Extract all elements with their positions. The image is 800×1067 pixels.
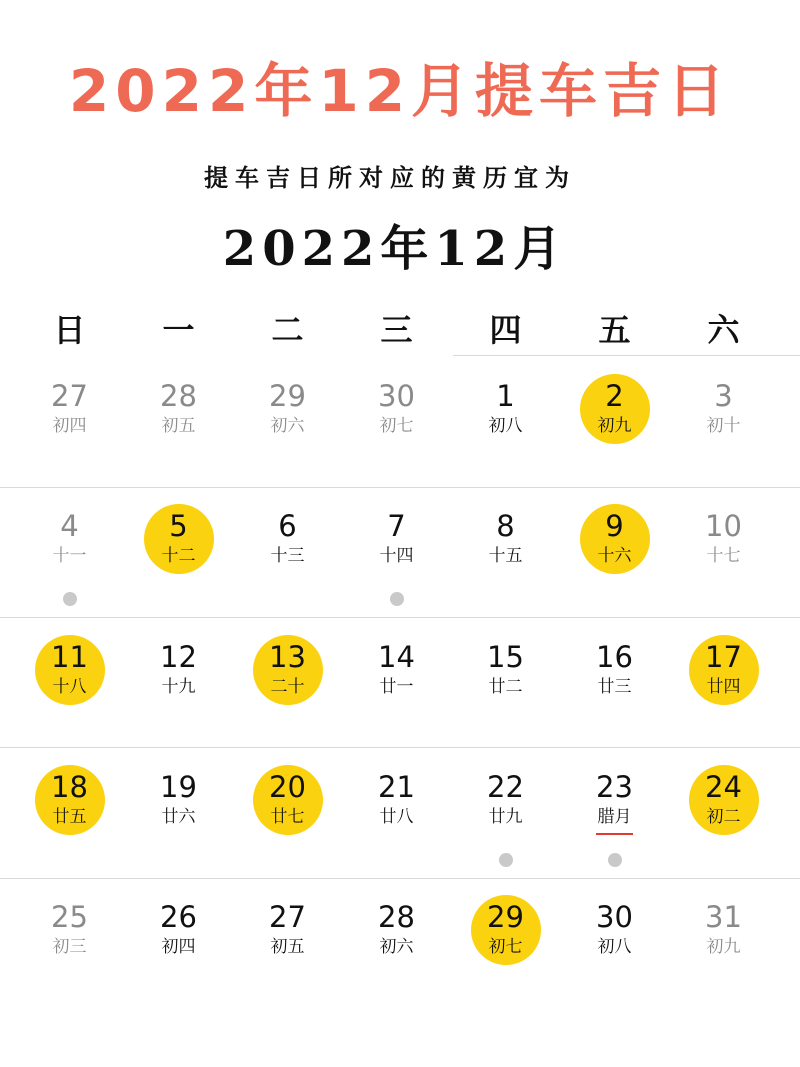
lunar-date: 十九 <box>161 677 196 697</box>
day-cell[interactable] <box>560 364 669 494</box>
day-number: 27 <box>269 900 306 934</box>
day-cell[interactable] <box>124 625 233 755</box>
day-number: 28 <box>378 900 415 934</box>
day-number: 6 <box>278 509 297 543</box>
day-number: 10 <box>705 509 742 543</box>
day-cell[interactable] <box>233 885 342 1015</box>
event-dot-icon <box>499 853 513 867</box>
day-number: 13 <box>269 640 306 674</box>
day-cell[interactable] <box>15 755 124 885</box>
day-cell[interactable] <box>669 364 778 494</box>
day-cell[interactable] <box>451 625 560 755</box>
lunar-date: 廿二 <box>488 677 523 697</box>
day-cell[interactable] <box>233 494 342 624</box>
day-number: 15 <box>487 640 524 674</box>
day-cell[interactable] <box>124 885 233 1015</box>
lunar-date: 初八 <box>488 416 523 436</box>
day-cell[interactable] <box>342 364 451 494</box>
lunar-date: 十五 <box>488 546 523 566</box>
lunar-date: 初六 <box>270 416 305 436</box>
day-cell[interactable] <box>233 364 342 494</box>
lunar-date: 初九 <box>597 416 632 436</box>
day-number: 30 <box>596 900 633 934</box>
lunar-date: 二十 <box>270 677 305 697</box>
day-number: 8 <box>496 509 515 543</box>
event-dot-icon <box>608 853 622 867</box>
day-number: 19 <box>160 770 197 804</box>
day-number: 4 <box>60 509 79 543</box>
day-number: 5 <box>169 509 188 543</box>
day-cell[interactable] <box>124 364 233 494</box>
day-number: 9 <box>605 509 624 543</box>
day-number: 25 <box>51 900 88 934</box>
day-cell[interactable] <box>124 755 233 885</box>
day-cell[interactable] <box>669 494 778 624</box>
day-number: 20 <box>269 770 306 804</box>
lunar-date: 初四 <box>52 416 87 436</box>
day-cell[interactable] <box>124 494 233 624</box>
lunar-date: 十七 <box>706 546 741 566</box>
page-subtitle: 提车吉日所对应的黄历宜为 <box>204 164 576 192</box>
lunar-date: 廿五 <box>52 807 87 827</box>
weekday-sat: 六 <box>707 311 740 349</box>
day-cell[interactable] <box>233 755 342 885</box>
event-dot-icon <box>63 592 77 606</box>
day-number: 29 <box>269 379 306 413</box>
day-cell[interactable] <box>233 625 342 755</box>
lunar-date: 十八 <box>52 677 87 697</box>
weekday-thu: 四 <box>489 311 522 349</box>
day-cell[interactable] <box>560 494 669 624</box>
day-number: 30 <box>378 379 415 413</box>
weekday-header <box>0 305 800 355</box>
lunar-date: 初八 <box>597 937 632 957</box>
day-cell[interactable] <box>15 364 124 494</box>
weekday-sun: 日 <box>53 311 86 349</box>
weekday-mon: 一 <box>162 311 195 349</box>
lunar-date: 初四 <box>161 937 196 957</box>
lunar-date: 初二 <box>706 807 741 827</box>
day-cell[interactable] <box>342 494 451 624</box>
month-label: 2022年12月 <box>222 221 568 277</box>
day-number: 1 <box>496 379 515 413</box>
weekday-fri: 五 <box>598 311 631 349</box>
lunar-date: 十一 <box>52 546 87 566</box>
lunar-date: 廿七 <box>270 807 305 827</box>
day-cell[interactable] <box>342 755 451 885</box>
day-number: 3 <box>714 379 733 413</box>
lunar-date: 腊月 <box>597 807 632 827</box>
lunar-date: 初七 <box>379 416 414 436</box>
day-number: 12 <box>160 640 197 674</box>
day-number: 24 <box>705 770 742 804</box>
day-cell[interactable] <box>15 885 124 1015</box>
event-dot-icon <box>390 592 404 606</box>
day-cell[interactable] <box>669 625 778 755</box>
day-number: 27 <box>51 379 88 413</box>
day-number: 22 <box>487 770 524 804</box>
weekday-tue: 二 <box>271 311 304 349</box>
day-cell[interactable] <box>451 364 560 494</box>
lunar-date: 十四 <box>379 546 414 566</box>
day-cell[interactable] <box>560 625 669 755</box>
weekday-wed: 三 <box>380 311 413 349</box>
day-number: 17 <box>705 640 742 674</box>
day-number: 26 <box>160 900 197 934</box>
day-number: 14 <box>378 640 415 674</box>
day-cell[interactable] <box>451 885 560 1015</box>
header-divider <box>453 355 800 356</box>
day-cell[interactable] <box>669 755 778 885</box>
lunar-date: 十六 <box>597 546 632 566</box>
day-number: 21 <box>378 770 415 804</box>
lunar-date: 廿一 <box>379 677 414 697</box>
lunar-date: 廿四 <box>706 677 741 697</box>
day-cell[interactable] <box>560 885 669 1015</box>
lunar-date: 初十 <box>706 416 741 436</box>
day-cell[interactable] <box>15 494 124 624</box>
day-cell[interactable] <box>15 625 124 755</box>
day-cell[interactable] <box>560 755 669 885</box>
day-number: 29 <box>487 900 524 934</box>
day-number: 16 <box>596 640 633 674</box>
lunar-date: 十二 <box>161 546 196 566</box>
day-cell[interactable] <box>342 625 451 755</box>
day-cell[interactable] <box>342 885 451 1015</box>
lunar-date: 初五 <box>161 416 196 436</box>
lunar-date: 初三 <box>52 937 87 957</box>
day-number: 23 <box>596 770 633 804</box>
day-number: 7 <box>387 509 406 543</box>
lunar-date: 廿九 <box>488 807 523 827</box>
day-number: 11 <box>51 640 88 674</box>
lunar-date: 初五 <box>270 937 305 957</box>
lunar-date: 初九 <box>706 937 741 957</box>
month-start-underline <box>596 833 633 835</box>
day-number: 2 <box>605 379 624 413</box>
day-number: 31 <box>705 900 742 934</box>
day-cell[interactable] <box>669 885 778 1015</box>
lunar-date: 廿六 <box>161 807 196 827</box>
lunar-date: 廿三 <box>597 677 632 697</box>
lunar-date: 十三 <box>270 546 305 566</box>
lunar-date: 廿八 <box>379 807 414 827</box>
day-cell[interactable] <box>451 755 560 885</box>
day-cell[interactable] <box>451 494 560 624</box>
day-number: 28 <box>160 379 197 413</box>
day-number: 18 <box>51 770 88 804</box>
page-title: 2022年12月提车吉日 <box>68 57 732 125</box>
lunar-date: 初六 <box>379 937 414 957</box>
lunar-date: 初七 <box>488 937 523 957</box>
